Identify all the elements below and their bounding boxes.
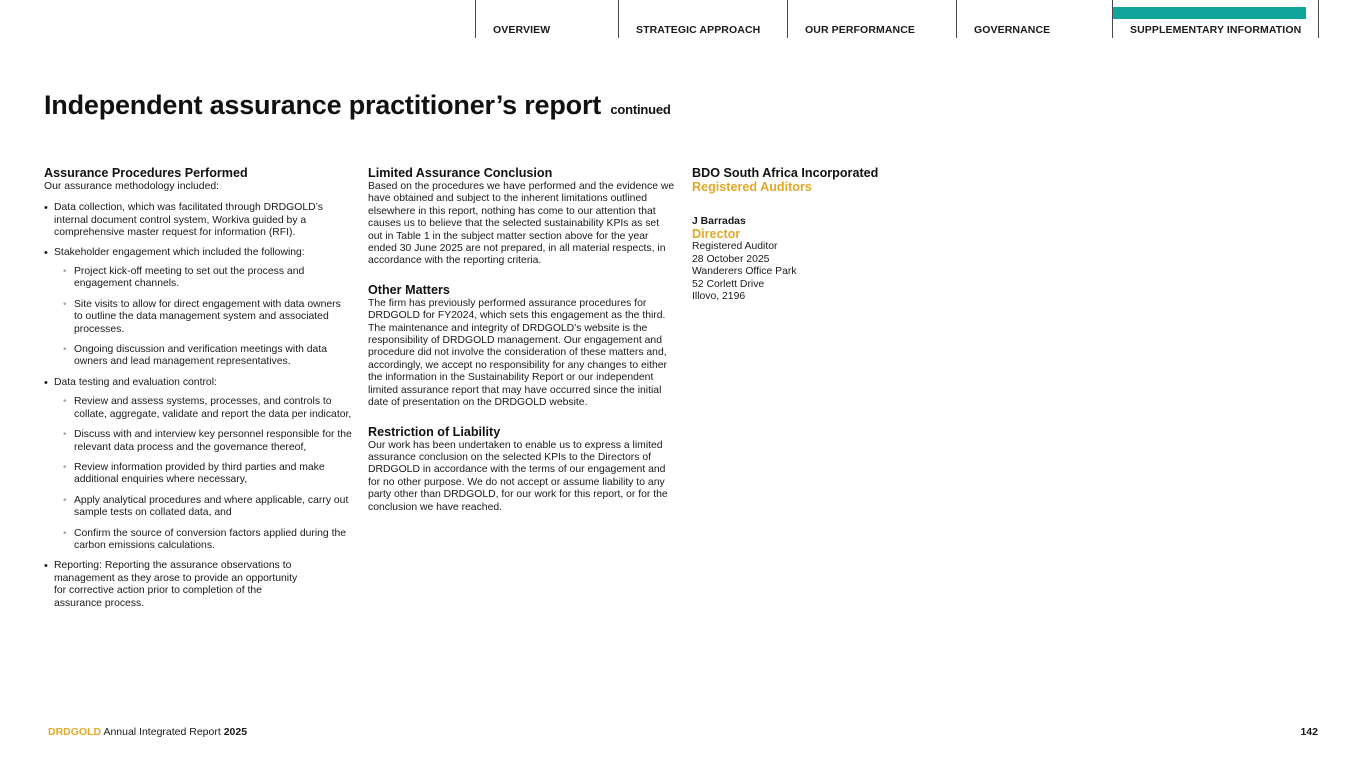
list-item xyxy=(44,247,352,369)
address-line: Illovo, 2196 xyxy=(692,291,746,303)
list-item-text-line: • Reporting: Reporting the assurance observations to xyxy=(54,560,292,572)
sub-list-item: • Site visits to allow for direct engagement with data owners to outline the data management system and associated processes. xyxy=(54,299,352,336)
list-item xyxy=(44,560,352,610)
paragraph: Based on the procedures we have performed and the evidence we have obtained and subject to the inherent limitations outlined elsewhere in this report, nothing has come to our attention that causes us to believe that the selected sustainability KPIs as set out in Table 1 in the subject matter section above for the year ended 30 June 2025 are not prepared, in all material respects, in accordance with the reporting criteria. xyxy=(368,181,675,267)
section-heading-restriction: Restriction of Liability xyxy=(368,424,501,439)
page-number: 142 xyxy=(1300,726,1318,738)
signer-detail-line: Registered Auditor xyxy=(692,241,778,253)
paragraph: The firm has previously performed assurance procedures for DRDGOLD for FY2024, which sets this engagement as the third. The maintenance and integrity of DRDGOLD’s website is the responsibility of DRDGOLD management. Our engagement and procedure did not involve the consideration of these matters and, accordingly, we accept no responsibility for any changes to either the information in the Sustainability Report or our independent limited assurance report that may have occurred since the initial date of presentation on the DRDGOLD website. xyxy=(368,297,667,409)
section-heading-other-matters: Other Matters xyxy=(368,282,450,297)
firm-role: Registered Auditors xyxy=(692,180,812,194)
nav-tab-overview[interactable] xyxy=(475,0,618,38)
nav-tab-label: OUR PERFORMANCE xyxy=(805,24,916,36)
footer xyxy=(48,726,247,738)
list-item-text: Data collection, which was facilitated through DRDGOLD’s internal document control system, Workiva guided by a comprehensive master request for information (RFI). xyxy=(54,202,323,239)
sub-list-item: • Review information provided by third parties and make additional enquiries where necessary, xyxy=(54,462,352,487)
sub-list xyxy=(54,396,352,552)
nav-tab-label: STRATEGIC APPROACH xyxy=(636,24,761,36)
page-title-main: Independent assurance practitioner’s report xyxy=(44,90,602,120)
sub-list-item: • Apply analytical procedures and where applicable, carry out sample tests on collated data, and xyxy=(54,495,352,520)
sub-list-item: • Project kick-off meeting to set out the process and engagement channels. xyxy=(54,266,352,291)
column-signatory xyxy=(692,166,952,303)
footer-brand: DRDGOLD xyxy=(48,726,102,738)
sub-list-item: • Ongoing discussion and verification meetings with data owners and lead management representatives. xyxy=(54,344,352,369)
list-item-text-line: management as they arose to provide an opportunity xyxy=(54,572,298,584)
nav-tab-strategic-approach[interactable] xyxy=(618,0,787,38)
active-tab-indicator xyxy=(1113,7,1306,19)
list-item-text: Data testing and evaluation control: xyxy=(54,376,217,388)
nav-tab-label: GOVERNANCE xyxy=(974,24,1051,36)
nav-tab-supplementary-information[interactable] xyxy=(1112,0,1319,38)
paragraph: Our work has been undertaken to enable us to express a limited assurance conclusion on the selected KPIs to the Directors of DRDGOLD in accordance with the terms of our engagement and for no other purpose. We do not accept or assume liability to any party other than DRDGOLD, for our work for this report, or for the conclusion we have reached. xyxy=(368,439,668,513)
top-navigation xyxy=(475,0,1319,38)
list-item-text-line: for corrective action prior to completion of the xyxy=(54,585,262,597)
signer-title: Director xyxy=(692,227,741,242)
list-item-text: Stakeholder engagement which included the following: xyxy=(54,246,305,258)
nav-tab-label: SUPPLEMENTARY INFORMATION xyxy=(1130,24,1302,36)
column-conclusion xyxy=(368,166,676,514)
signer-name: J Barradas xyxy=(692,216,746,227)
section-heading: Assurance Procedures Performed xyxy=(44,166,248,180)
nav-tab-governance[interactable] xyxy=(956,0,1112,38)
sub-list-item: • Review and assess systems, processes, and controls to collate, aggregate, validate and report the data per indicator, xyxy=(54,396,352,421)
page-title xyxy=(44,90,671,121)
column-assurance-procedures xyxy=(44,166,352,617)
sub-list-item: • Discuss with and interview key personnel responsible for the relevant data process and the governance thereof, xyxy=(54,429,352,454)
footer-text: Annual Integrated Report xyxy=(103,726,221,738)
procedures-list xyxy=(44,202,352,610)
sub-list xyxy=(54,266,352,369)
list-item xyxy=(44,377,352,552)
sub-list-item: • Confirm the source of conversion factors applied during the carbon emissions calculations. xyxy=(54,528,352,553)
list-item xyxy=(44,202,352,239)
paragraph: Our assurance methodology included: xyxy=(44,181,220,192)
nav-tab-our-performance[interactable] xyxy=(787,0,956,38)
list-item-text-line: assurance process. xyxy=(54,597,145,609)
address-line: 52 Corlett Drive xyxy=(692,278,765,290)
section-heading-limited-assurance: Limited Assurance Conclusion xyxy=(368,166,553,180)
address-line: Wanderers Office Park xyxy=(692,266,797,278)
signer-date: 28 October 2025 xyxy=(692,253,770,265)
nav-tab-label: OVERVIEW xyxy=(493,24,551,36)
footer-year: 2025 xyxy=(223,726,248,738)
firm-name: BDO South Africa Incorporated xyxy=(692,166,879,180)
page-title-suffix: continued xyxy=(610,102,671,117)
